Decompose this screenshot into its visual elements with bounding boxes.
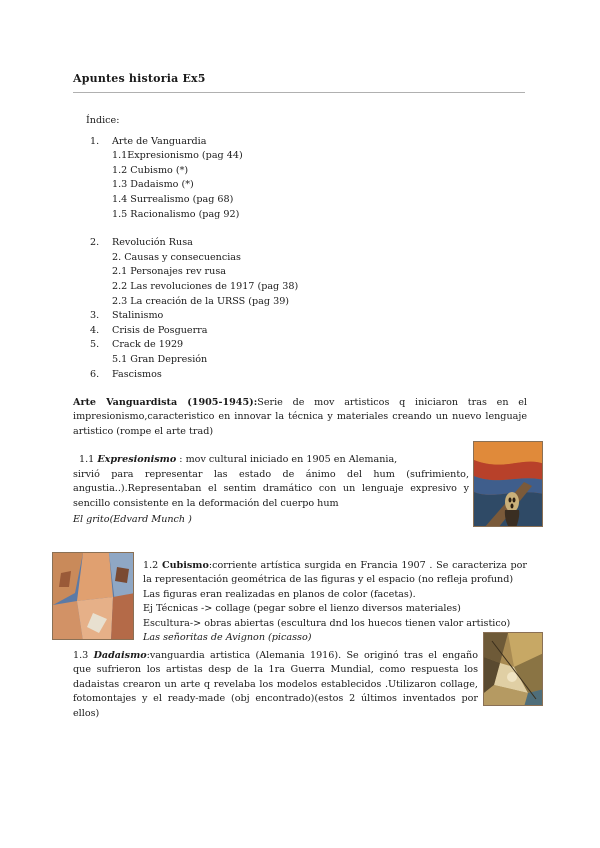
cubismo-line: Escultura-> obras abiertas (escultura dnd los huecos tienen valor artistico) bbox=[143, 618, 511, 629]
table-of-contents bbox=[86, 114, 298, 382]
toc-subitem: 1.2 Cubismo (*) bbox=[112, 164, 189, 176]
toc-item: 4. Crisis de Posguerra bbox=[90, 324, 208, 336]
caption-work: Las señoritas de Avignon bbox=[143, 632, 265, 643]
toc-subitem: 2. Causas y consecuencias bbox=[112, 251, 241, 263]
toc-label: Índice: bbox=[86, 115, 120, 126]
vanguardia-paragraph bbox=[73, 396, 527, 439]
toc-subitem: 2.2 Las revoluciones de 1917 (pag 38) bbox=[112, 280, 299, 292]
expresionismo-heading: Expresionismo bbox=[97, 454, 177, 465]
toc-item: 3. Stalinismo bbox=[90, 310, 164, 322]
dadaismo-paragraph: 1.3 Dadaismo:vanguardia artistica (Alemania 1916). Se originó tras el engaño que sufrieron los artistas desp de la 1ra Guerra Mundial, como respuesta los dadaistas crearon un arte q revelaba los modelos establecidos .Utilizaron collage, fotomontajes y el ready-made (obj encontrado)(estos 2 últimos inventados por ellos) bbox=[73, 650, 478, 719]
toc-subitem: 1.5 Racionalismo (pag 92) bbox=[112, 208, 240, 220]
cubismo-line: Ej Técnicas -> collage (pegar sobre el lienzo diversos materiales) bbox=[143, 603, 461, 614]
dada-artwork-image bbox=[483, 632, 543, 706]
cubismo-first-line: 1.2 Cubismo:corriente artística surgida en Francia 1907 . Se caracteriza por la representación geométrica de las figuras y el espacio (no refleja profund) bbox=[143, 560, 527, 586]
vanguardia-body: Serie de mov artisticos q iniciaron tras en el impresionismo,caracteristico en innovar la técnica y materiales creando un nuevo lenguaje artistico (rompe el arte trad) bbox=[73, 397, 527, 437]
toc-subitem: 1.3 Dadaismo (*) bbox=[112, 179, 194, 191]
expresionismo-body: sirvió para representar las estado de ánimo del hum (sufrimiento, angustia..).Representaban el sentim dramático con un lenguaje expresivo y sencillo consistente en la deformación del cuerpo hum bbox=[73, 469, 469, 509]
avignon-painting-image bbox=[52, 552, 134, 640]
title-divider bbox=[73, 92, 525, 93]
scream-painting-image bbox=[473, 441, 543, 527]
toc-item: 6. Fascismos bbox=[90, 368, 162, 380]
toc-subitem: 2.1 Personajes rev rusa bbox=[112, 266, 226, 278]
dadaismo-heading: Dadaismo bbox=[93, 650, 147, 661]
caption-work: El grito bbox=[73, 514, 110, 525]
cubismo-line: Las figuras eran realizadas en planos de color (facetas). bbox=[143, 589, 416, 600]
toc-subitem: 5.1 Gran Depresión bbox=[112, 353, 208, 365]
toc-item: 1. Arte de Vanguardia bbox=[90, 135, 207, 147]
toc-subitem: 1.4 Surrealismo (pag 68) bbox=[112, 193, 234, 205]
toc-item: 2. Revolución Rusa bbox=[90, 237, 193, 249]
expresionismo-caption bbox=[73, 513, 192, 527]
caption-author: (picasso) bbox=[265, 632, 312, 643]
dadaismo-body: :vanguardia artistica (Alemania 1916). Se originó tras el engaño que sufrieron los artistas desp de la 1ra Guerra Mundial, como respuesta los dadaistas crearon un arte q revelaba los modelos establecidos .Utilizaron collage, fotomontajes y el ready-made (obj encontrado)(estos 2 últimos inventados por ellos) bbox=[73, 650, 478, 719]
toc-item: 5. Crack de 1929 bbox=[90, 339, 184, 351]
vanguardia-heading: Arte Vanguardista (1905-1945): bbox=[73, 397, 258, 408]
expresionismo-first-line: 1.1 Expresionismo : mov cultural iniciado en 1905 en Alemania, bbox=[79, 454, 398, 465]
document-title: Apuntes historia Ex5 bbox=[73, 72, 206, 85]
cubismo-caption bbox=[143, 631, 311, 645]
cubismo-heading: Cubismo bbox=[161, 560, 209, 571]
caption-author: (Edvard Munch ) bbox=[109, 514, 192, 525]
toc-subitem: 2.3 La creación de la URSS (pag 39) bbox=[112, 295, 290, 307]
toc-subitem: 1.1Expresionismo (pag 44) bbox=[112, 150, 243, 162]
